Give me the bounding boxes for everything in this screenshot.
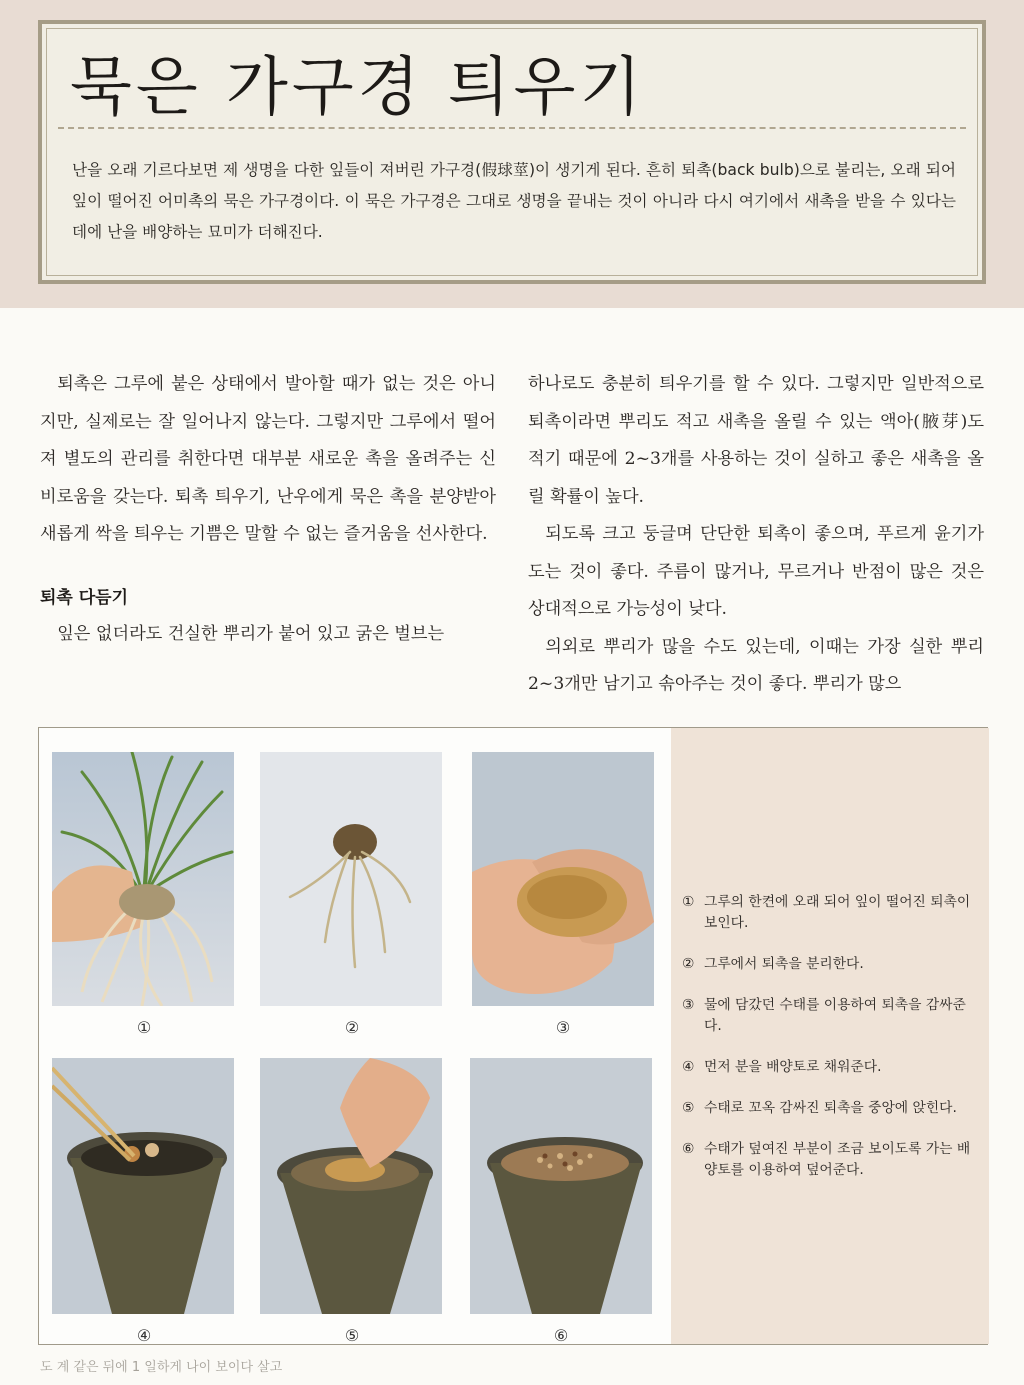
section-subheading: 퇴촉 다듬기: [40, 587, 129, 608]
photo-3-hands-with-moss: [472, 752, 654, 1006]
step-5: ⑤ 수태로 꼬옥 감싸진 퇴촉을 중앙에 앉힌다.: [682, 1100, 957, 1116]
photo-2-number: ②: [344, 1018, 360, 1037]
page-title: 묵은 가구경 틔우기: [70, 51, 646, 125]
photo-1-plant-in-hand: [52, 752, 234, 1006]
photo-1-number: ①: [136, 1018, 152, 1037]
photo-6-pot-covered-with-soil: [470, 1058, 652, 1314]
step-captions: [682, 892, 972, 1201]
step-2: ② 그루에서 퇴촉을 분리한다.: [682, 956, 864, 972]
step-3: ③ 물에 담갔던 수태를 이용하여 퇴촉을 감싸준다.: [682, 997, 966, 1034]
photo-2-back-bulb: [260, 752, 442, 1006]
left-paragraph-2: 잎은 없더라도 건실한 뿌리가 붙어 있고 굵은 벌브는: [57, 623, 445, 644]
bleed-through-text: 도 계 같은 뒤에 1 일하게 나이 보이다 살고: [40, 1360, 283, 1375]
photo-3-number: ③: [555, 1018, 571, 1037]
photo-5-hand-placing-bulb: [260, 1058, 442, 1314]
step-1: ① 그루의 한켠에 오래 되어 잎이 떨어진 퇴촉이 보인다.: [682, 894, 971, 931]
right-paragraph-3: 의외로 뿌리가 많을 수도 있는데, 이때는 가장 실한 뿌리 2~3개만 남기고 솎아주는 것이 좋다. 뿌리가 많으: [528, 636, 984, 694]
photo-4-pot-with-chopsticks: [52, 1058, 234, 1314]
intro-paragraph: 난을 오래 기르다보면 제 생명을 다한 잎들이 져버린 가구경(假球莖)이 생기게 된다. 흔히 퇴촉(back bulb)으로 불리는, 오래 되어 잎이 떨어진 어미촉의 묵은 가구경이다. 이 묵은 가구경은 그대로 생명을 끝내는 것이 아니라 다시 여기에서 새촉을 받을 수 있다는 데에 난을 배양하는 묘미가 더해진다.: [72, 161, 956, 241]
right-paragraph-1: 하나로도 충분히 틔우기를 할 수 있다. 그렇지만 일반적으로 퇴촉이라면 뿌리도 적고 새촉을 올릴 수 있는 액아(腋芽)도 적기 때문에 2~3개를 사용하는 것이 실하고 좋은 새촉을 올릴 확률이 높다.: [528, 374, 984, 507]
step-4: ④ 먼저 분을 배양토로 채워준다.: [682, 1059, 882, 1075]
dashed-divider: [58, 127, 966, 129]
left-column: [40, 366, 496, 653]
photo-4-number: ④: [136, 1326, 152, 1345]
photo-6-number: ⑥: [553, 1326, 569, 1345]
right-paragraph-2: 되도록 크고 둥글며 단단한 퇴촉이 좋으며, 푸르게 윤기가 도는 것이 좋다. 주름이 많거나, 무르거나 반점이 많은 것은 상대적으로 가능성이 낮다.: [528, 524, 984, 619]
step-6: ⑥ 수태가 덮여진 부분이 조금 보이도록 가는 배양토를 이용하여 덮어준다.: [682, 1141, 971, 1178]
photo-5-number: ⑤: [344, 1326, 360, 1345]
right-column: [528, 366, 984, 704]
left-paragraph-1: 퇴촉은 그루에 붙은 상태에서 발아할 때가 없는 것은 아니지만, 실제로는 잘 일어나지 않는다. 그렇지만 그루에서 떨어져 별도의 관리를 취한다면 대부분 새로운 촉을 올려주는 신비로움을 갖는다. 퇴촉 틔우기, 난우에게 묵은 촉을 분양받아 새롭게 싹을 틔우는 기쁨은 말할 수 없는 즐거움을 선사한다.: [40, 374, 496, 544]
